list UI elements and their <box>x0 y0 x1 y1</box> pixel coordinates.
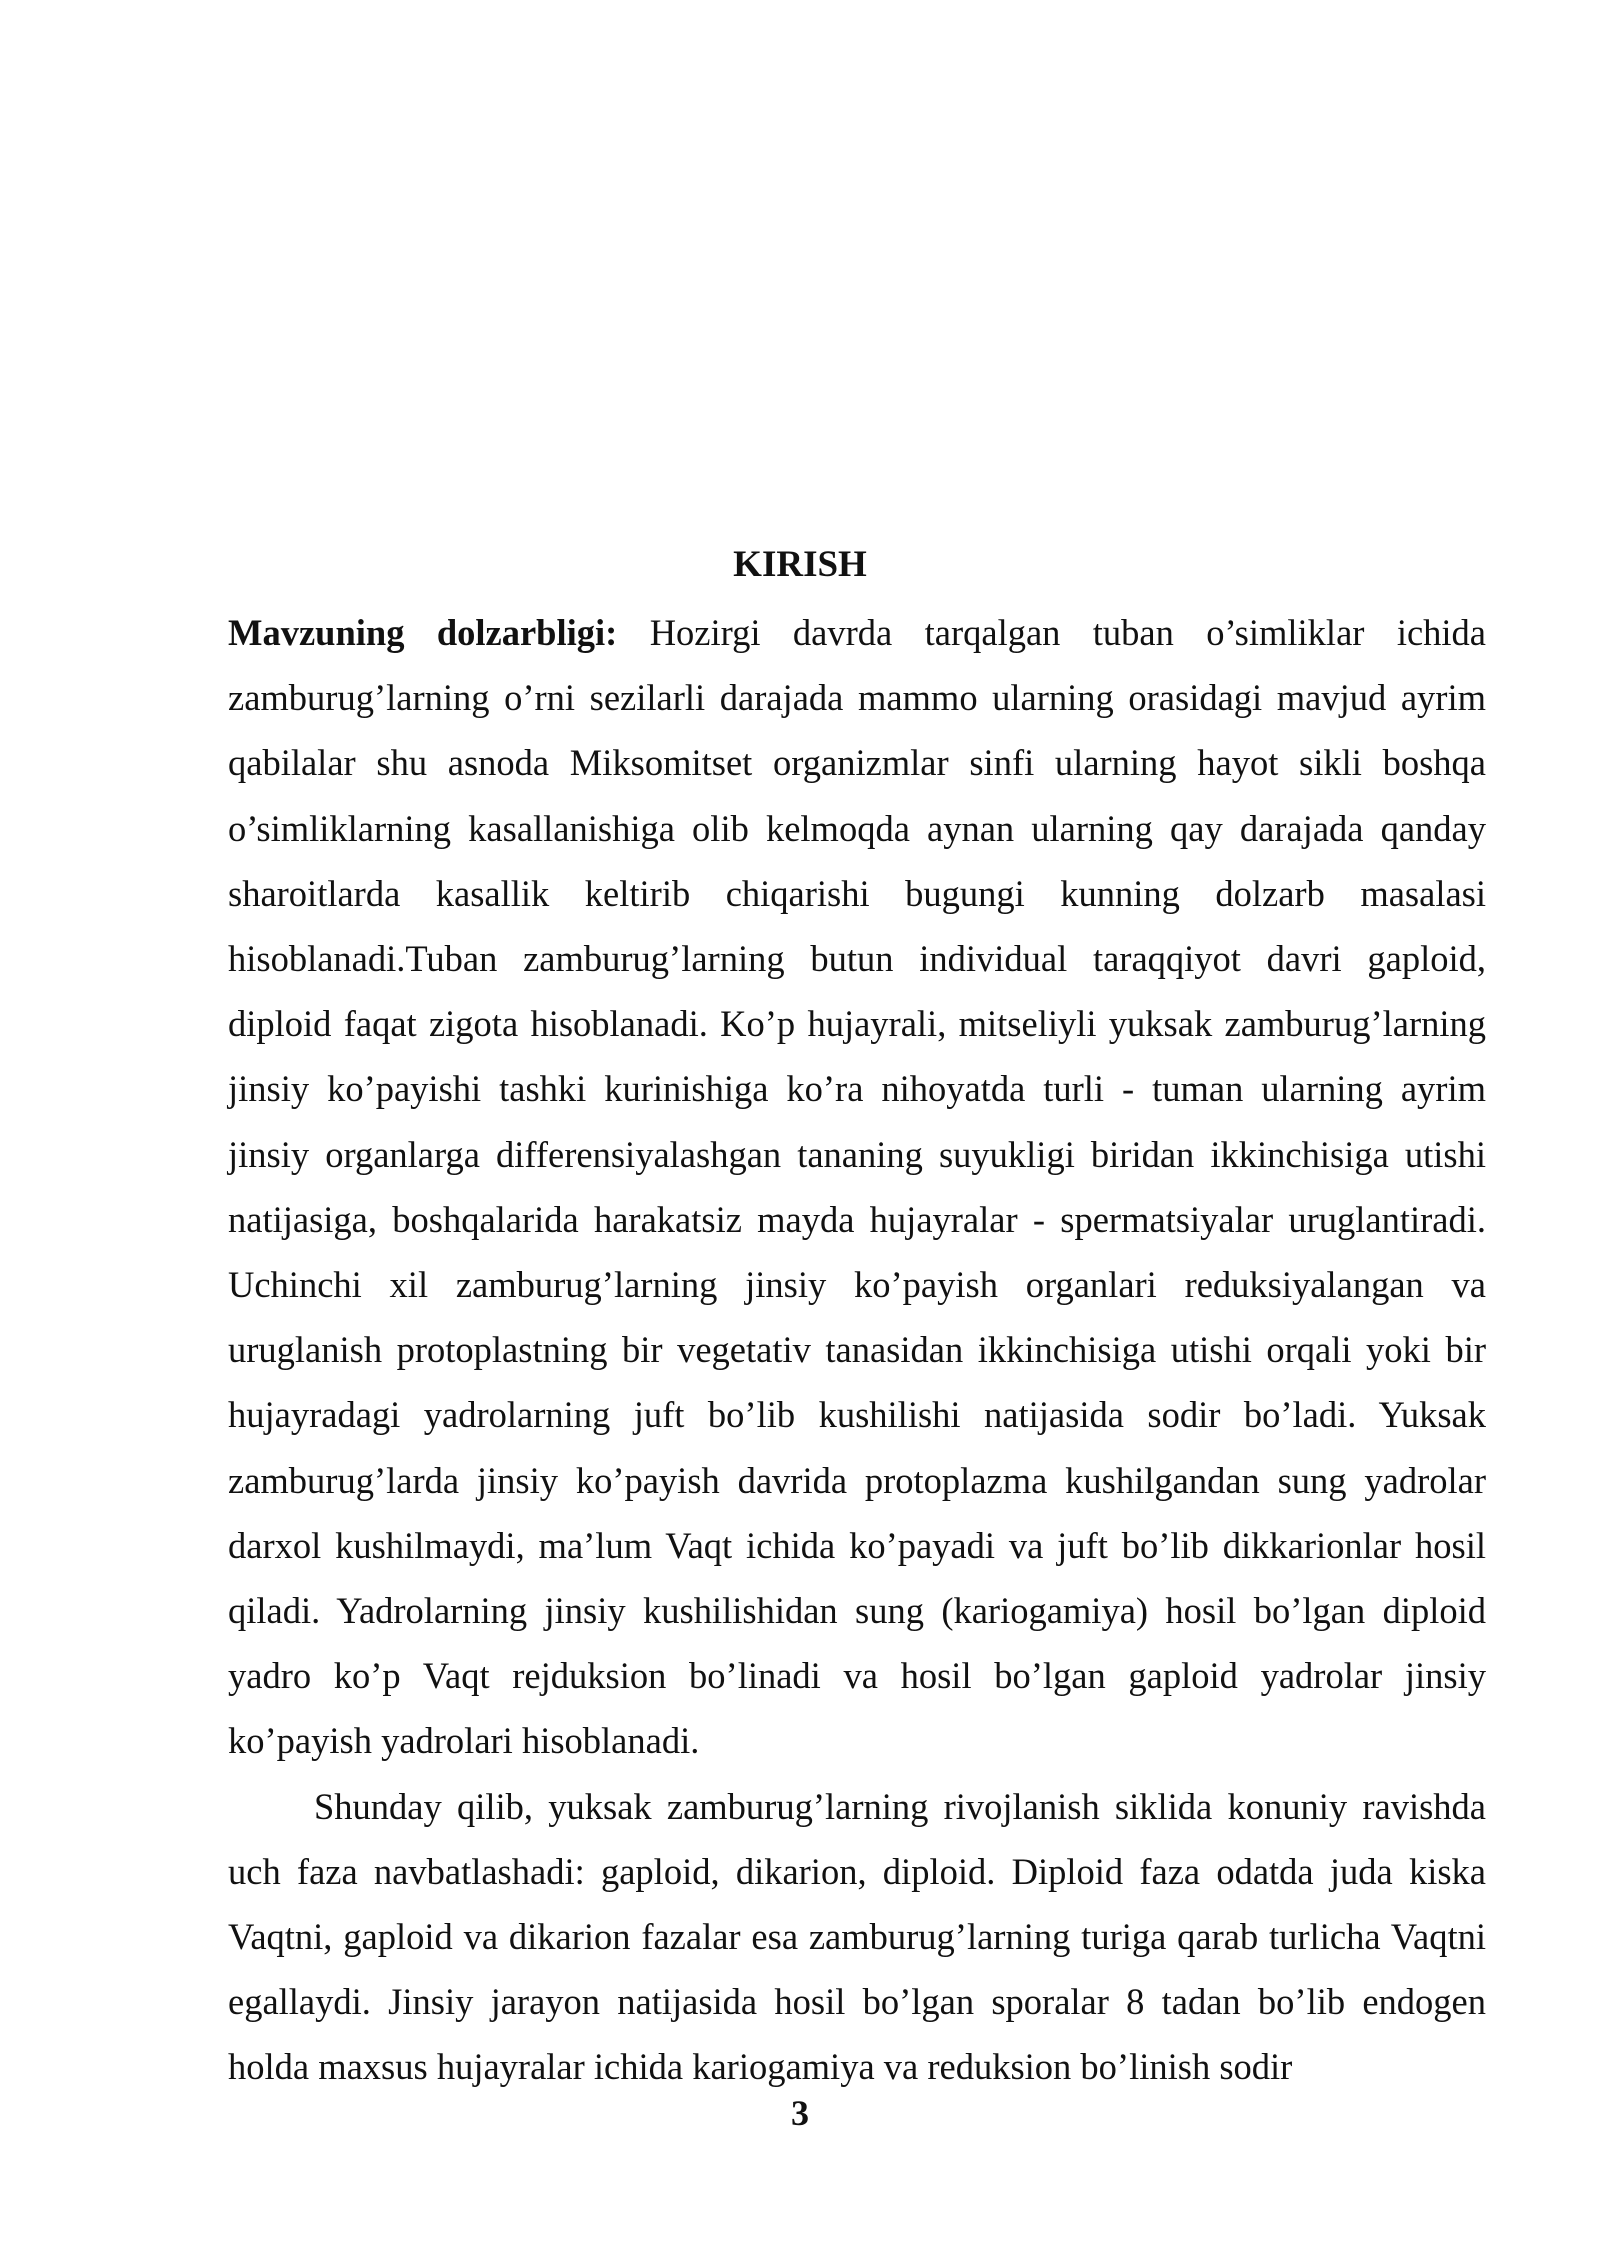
paragraph-phases: Shunday qilib, yuksak zamburug’larning rivojlanish siklida konuniy ravishda uch faza navbatlashadi: gaploid, dikarion, diploid. Diploid faza odatda juda kiska Vaqtni, gaploid va dikarion fazalar esa zamburug’larning turiga qarab turlicha Vaqtni egallaydi. Jinsiy jarayon natijasida hosil bo’lgan sporalar 8 tadan bo’lib endogen holda maxsus hujayralar ichida kariogamiya va reduksion bo’linish sodir <box>228 1785 1486 2088</box>
paragraph-lead: Mavzuning dolzarbligi: <box>228 612 618 653</box>
paragraph-relevance-text: Hozirgi davrda tarqalgan tuban o’simliklar ichida zamburug’larning o’rni sezilarli darajada mammo ularning orasidagi mavjud ayrim qabilalar shu asnoda Miksomitset organizmlar sinfi ularning hayot sikli boshqa o’simliklarning kasallanishiga olib kelmoqda aynan ularning qay darajada qanday sharoitlarda kasallik keltirib chiqarishi bugungi kunning dolzarb masalasi hisoblanadi.Tuban zamburug’larning butun individual taraqqiyot davri gaploid, diploid faqat zigota hisoblanadi. Ko’p hujayrali, mitseliyli yuksak zamburug’larning jinsiy ko’payishi tashki kurinishiga ko’ra nihoyatda turli - tuman ularning ayrim jinsiy organlarga differensiyalashgan tananing suyukligi biridan ikkinchisiga utishi natijasiga, boshqalarida harakatsiz mayda hujayralar - spermatsiyalar uruglantiradi. Uchinchi xil zamburug’larning jinsiy ko’payish organlari reduksiyalangan va uruglanish protoplastning bir vegetativ tanasidan ikkinchisiga utishi orqali yoki bir hujayradagi yadrolarning juft bo’lib kushilishi natijasida sodir bo’ladi. Yuksak zamburug’larda jinsiy ko’payish davrida protoplazma kushilgandan sung yadrolar darxol kushilmaydi, ma’lum Vaqt ichida ko’payadi va juft bo’lib dikkarionlar hosil qiladi. Yadrolarning jinsiy kushilishidan sung (kariogamiya) hosil bo’lgan diploid yadro ko’p Vaqt rejduksion bo’linadi va hosil bo’lgan gaploid yadrolar jinsiy ko’payish yadrolari hisoblanadi. <box>228 612 1487 1762</box>
page-title: KIRISH <box>733 544 867 585</box>
paragraph-relevance <box>228 600 1486 1774</box>
body-text <box>228 600 1486 2100</box>
page-number: 3 <box>791 2093 809 2133</box>
